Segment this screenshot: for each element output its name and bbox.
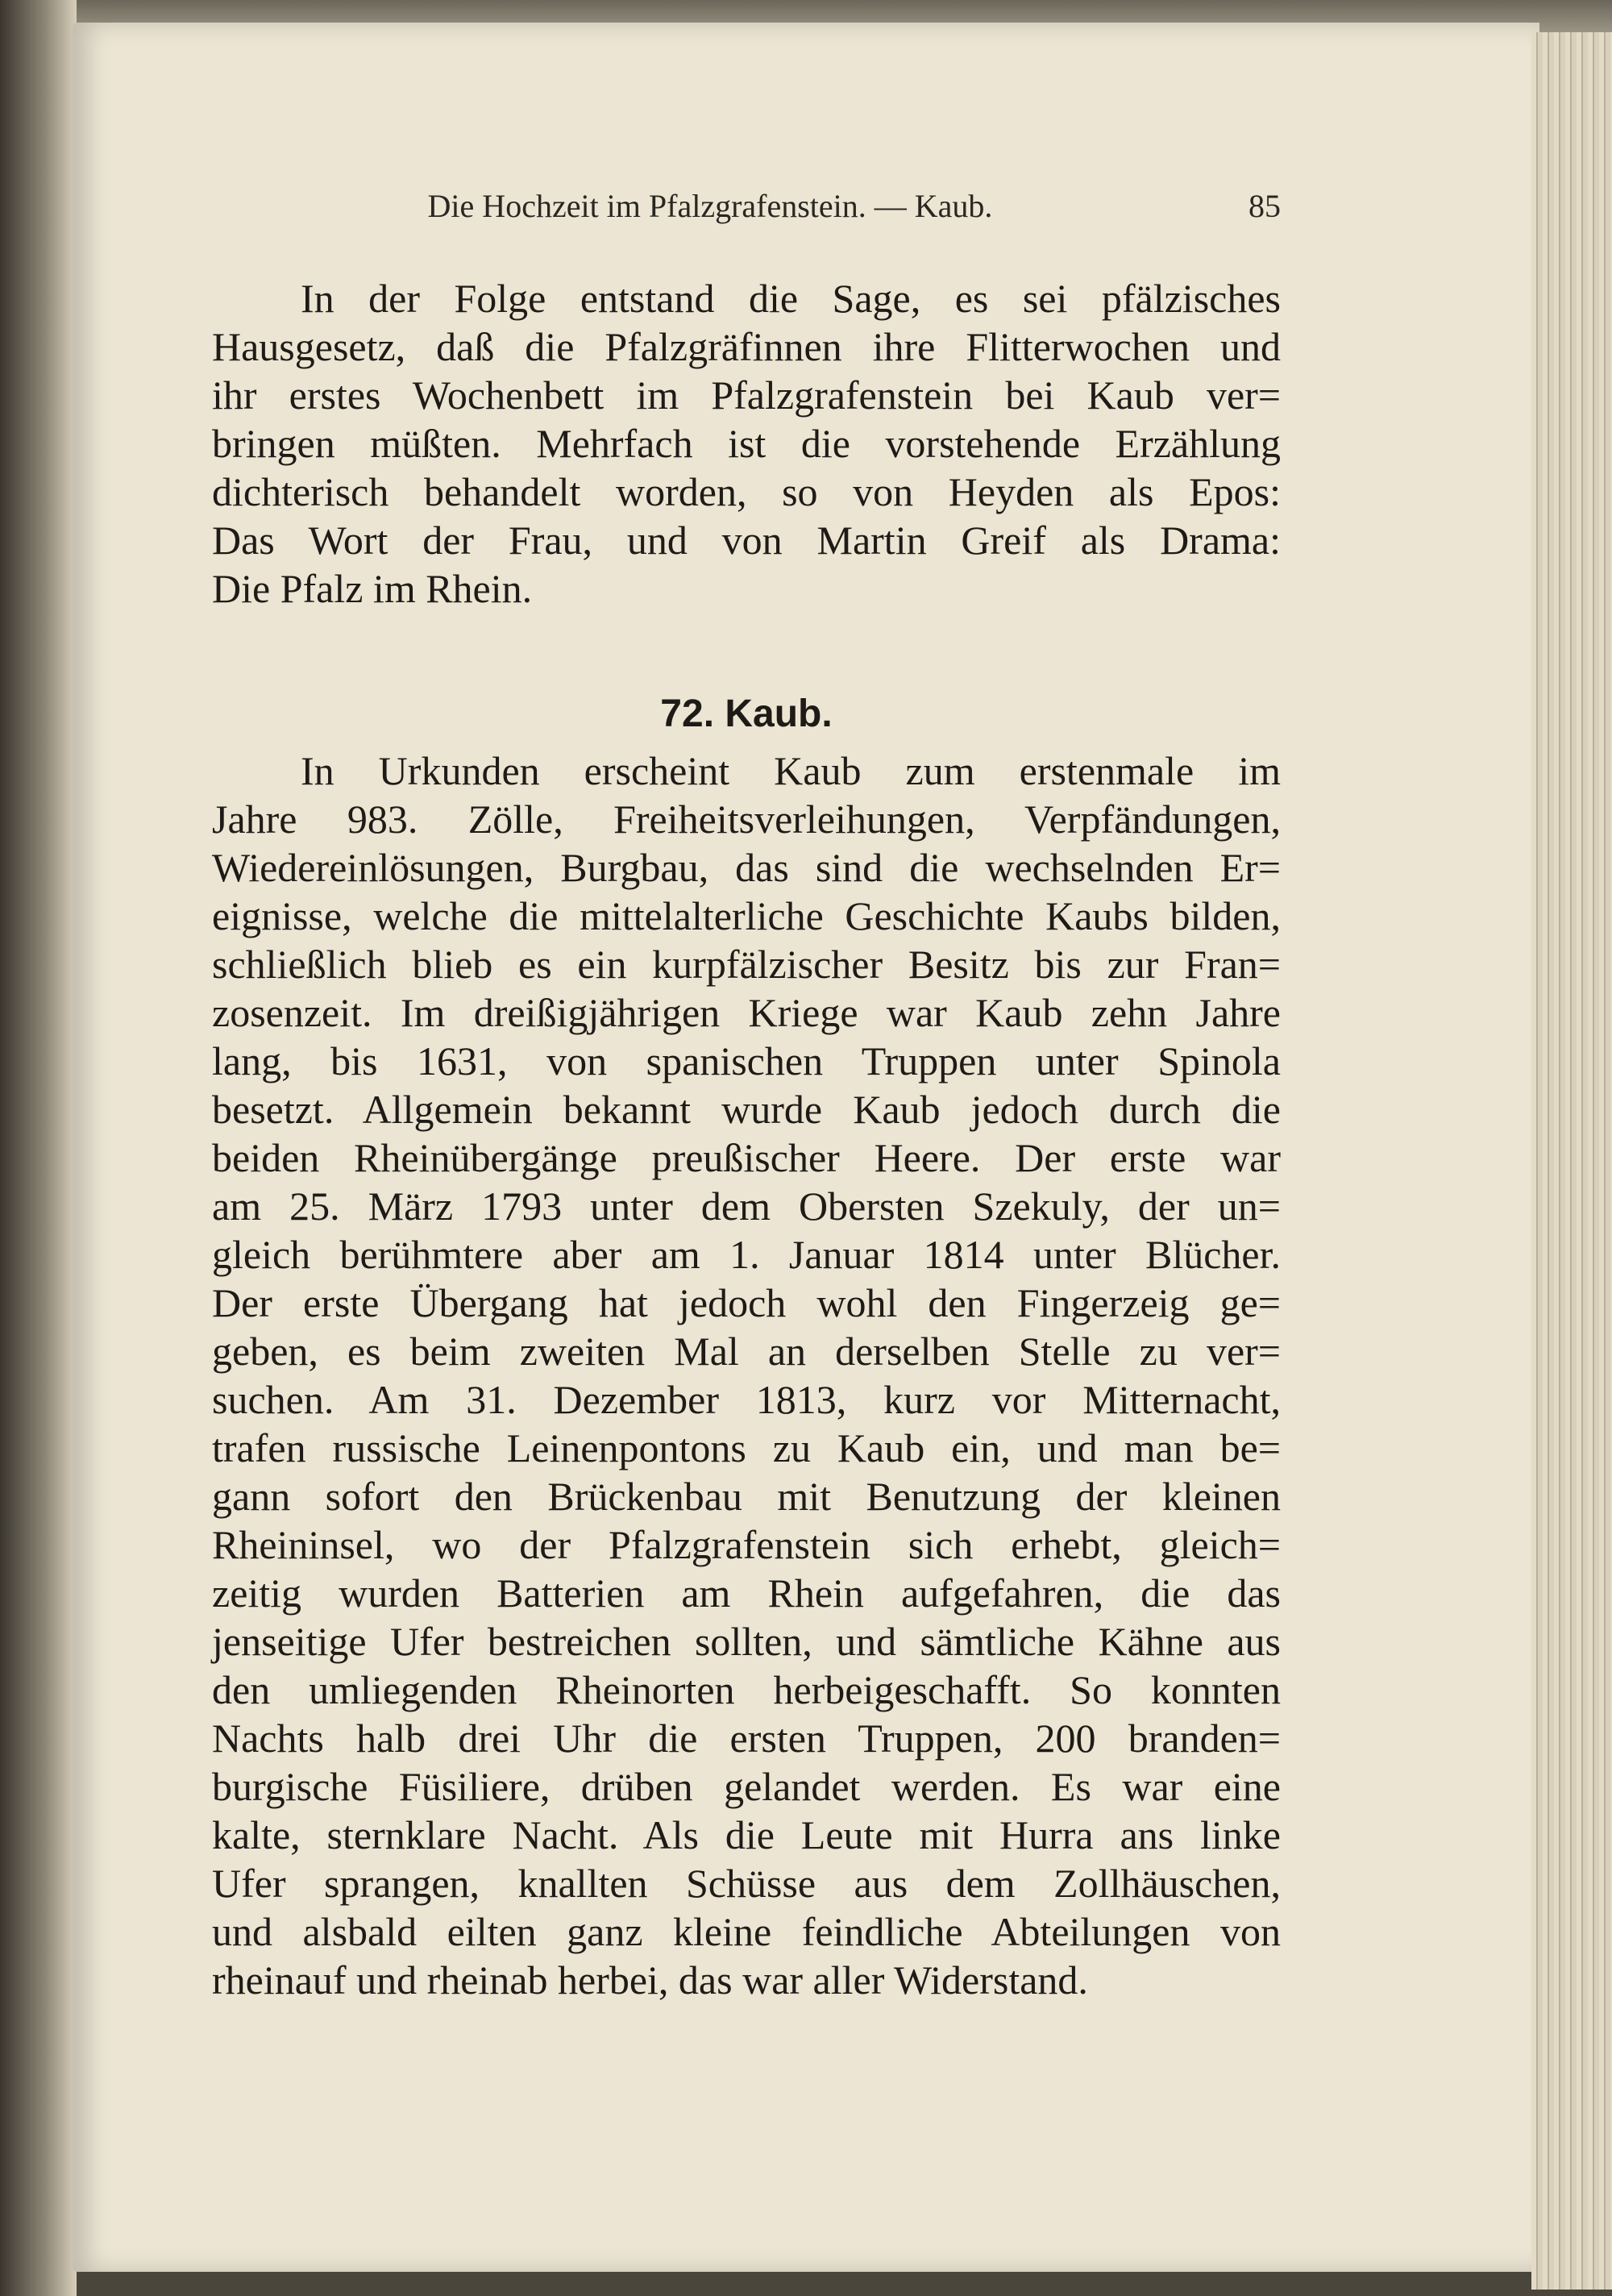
running-title: Die Hochzeit im Pfalzgrafenstein. — Kaub. [427, 188, 993, 224]
text-line: Jahre 983. Zölle, Freiheitsverleihungen, Verpfändungen, [212, 797, 1281, 842]
running-header [212, 187, 1281, 232]
text-line: gleich berühmtere aber am 1. Januar 1814 unter Blücher. [212, 1232, 1281, 1277]
text-line: bringen müßten. Mehrfach ist die vorstehende Erzählung [212, 421, 1281, 466]
paragraph-2 [212, 747, 1281, 2004]
text-line: zosenzeit. Im dreißigjährigen Kriege war Kaub zehn Jahre [212, 990, 1281, 1035]
text-line: schließlich blieb es ein kurpfälzischer Besitz bis zur Fran= [212, 942, 1281, 987]
text-line: eignisse, welche die mittelalterliche Geschichte Kaubs bilden, [212, 893, 1281, 938]
text-line: zeitig wurden Batterien am Rhein aufgefahren, die das [212, 1570, 1281, 1616]
text-line: In Urkunden erscheint Kaub zum erstenmale im [301, 748, 1281, 793]
text-line: rheinauf und rheinab herbei, das war aller Widerstand. [212, 1957, 1088, 2003]
page-number: 85 [1248, 188, 1281, 224]
page-stack-edge [1531, 32, 1612, 2290]
text-line: ihr erstes Wochenbett im Pfalzgrafenstein bei Kaub ver= [212, 372, 1281, 418]
text-line: Nachts halb drei Uhr die ersten Truppen, 200 branden= [212, 1716, 1281, 1761]
text-line: dichterisch behandelt worden, so von Heyden als Epos: [212, 469, 1281, 514]
text-line: den umliegenden Rheinorten herbeigeschafft. So konnten [212, 1667, 1281, 1712]
text-line: Das Wort der Frau, und von Martin Greif als Drama: [212, 518, 1281, 563]
text-line: am 25. März 1793 unter dem Obersten Szekuly, der un= [212, 1183, 1281, 1229]
text-line: Wiedereinlösungen, Burgbau, das sind die wechselnden Er= [212, 845, 1281, 890]
text-line: Die Pfalz im Rhein. [212, 566, 533, 611]
text-line: geben, es beim zweiten Mal an derselben Stelle zu ver= [212, 1329, 1281, 1374]
text-line: Rheininsel, wo der Pfalzgrafenstein sich erhebt, gleich= [212, 1522, 1281, 1567]
text-line: besetzt. Allgemein bekannt wurde Kaub jedoch durch die [212, 1087, 1281, 1132]
text-line: trafen russische Leinenpontons zu Kaub ein, und man be= [212, 1425, 1281, 1470]
text-line: jenseitige Ufer bestreichen sollten, und sämtliche Kähne aus [212, 1619, 1281, 1664]
text-line: In der Folge entstand die Sage, es sei pfälzisches [301, 276, 1281, 321]
book-spine-edge [0, 0, 77, 2296]
text-line: kalte, sternklare Nacht. Als die Leute mit Hurra ans linke [212, 1812, 1281, 1857]
text-line: gann sofort den Brückenbau mit Benutzung der kleinen [212, 1474, 1281, 1519]
text-line: und alsbald eilten ganz kleine feindliche Abteilungen von [212, 1909, 1281, 1954]
text-line: lang, bis 1631, von spanischen Truppen unter Spinola [212, 1038, 1281, 1084]
section-heading: 72. Kaub. [660, 693, 833, 735]
text-line: Ufer sprangen, knallten Schüsse aus dem Zollhäuschen, [212, 1861, 1281, 1906]
text-line: burgische Füsiliere, drüben gelandet werden. Es war eine [212, 1764, 1281, 1809]
text-line: beiden Rheinübergänge preußischer Heere. Der erste war [212, 1135, 1281, 1180]
text-line: suchen. Am 31. Dezember 1813, kurz vor Mitternacht, [212, 1377, 1281, 1422]
text-line: Der erste Übergang hat jedoch wohl den Fingerzeig ge= [212, 1280, 1281, 1325]
text-line: Hausgesetz, daß die Pfalzgräfinnen ihre Flitterwochen und [212, 324, 1281, 369]
paragraph-1 [212, 274, 1281, 613]
